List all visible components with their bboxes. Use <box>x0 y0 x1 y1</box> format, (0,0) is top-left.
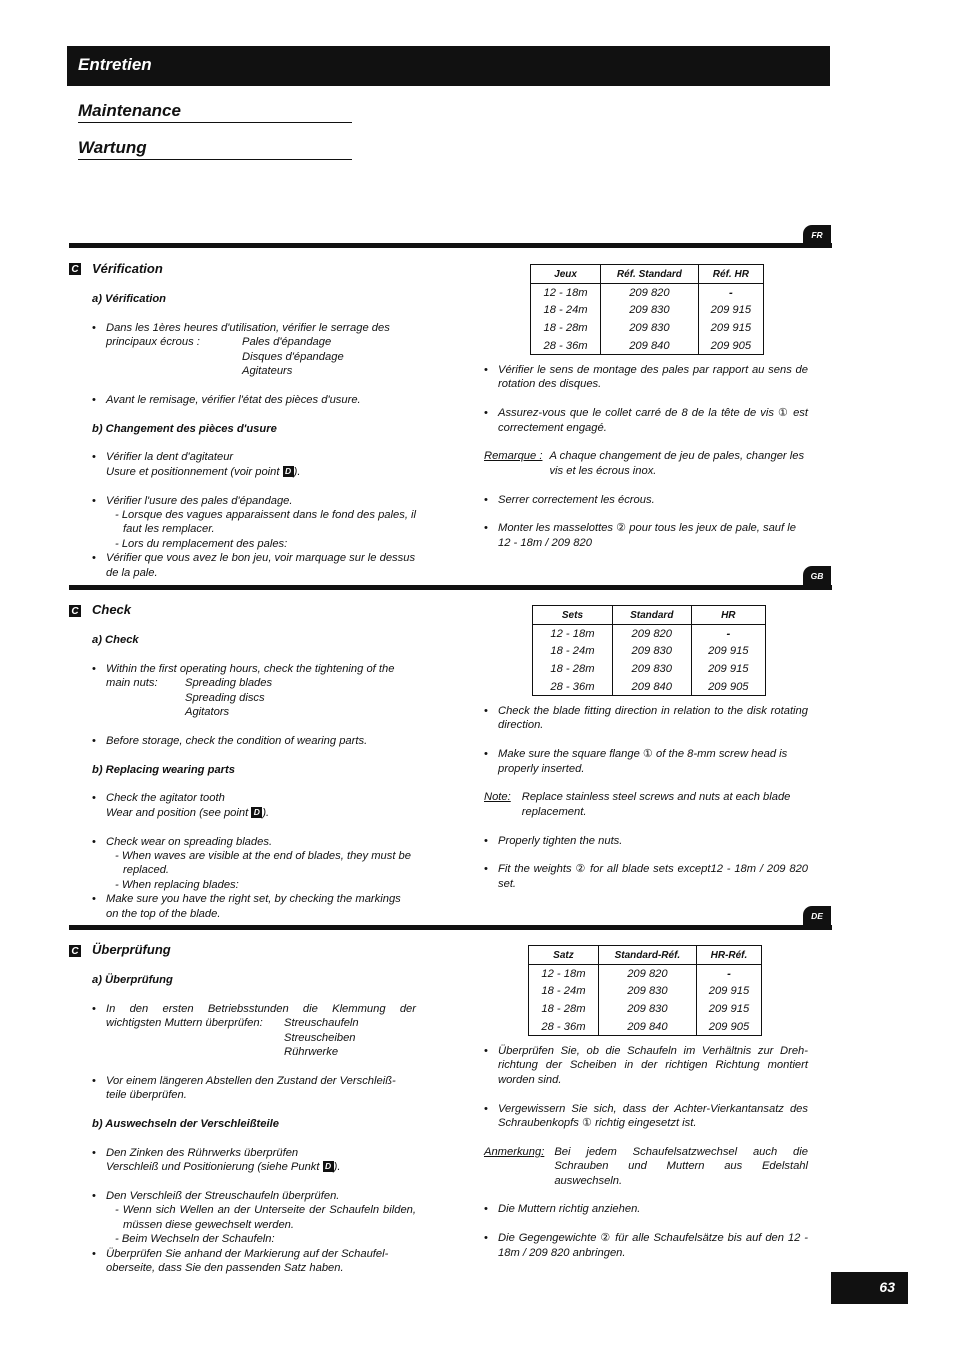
list-item: • Überprüfen Sie, ob die Schaufeln im Verhältnis zur Dreh-richtung der Scheiben in der richtigen Richtung montiert worden sind. <box>484 1044 808 1087</box>
subheading-b: b) Changement des pièces d'usure <box>92 422 277 435</box>
table-cell: 209 915 <box>691 643 765 661</box>
table-row <box>529 965 762 983</box>
section-rule-fr <box>69 243 832 248</box>
table-header: Standard-Réf. <box>598 946 696 965</box>
list-item-text: ). <box>333 1161 341 1174</box>
table-header: HR <box>691 606 765 625</box>
circled-two-icon: ② <box>616 522 627 535</box>
left-column-gb <box>92 633 416 921</box>
right-column-fr <box>484 363 808 550</box>
right-column-gb <box>484 704 808 891</box>
note <box>484 1145 808 1188</box>
list-subitem: Agitateurs <box>242 365 293 378</box>
list-subitem: Spreading discs <box>185 691 265 704</box>
table-cell: 209 830 <box>598 1000 696 1018</box>
list-subitem: Streuschaufeln <box>284 1017 359 1030</box>
table-cell: 12 - 18m <box>531 284 601 302</box>
list-item-text: • In den ersten Betriebsstunden die Klemmung der <box>106 1002 416 1015</box>
list-item-text: Usure et positionnement (voir point <box>106 465 280 478</box>
list-item-text: Within the first operating hours, check the tightening of the <box>106 662 395 675</box>
table-row <box>529 1000 762 1018</box>
table-row <box>529 983 762 1001</box>
list-item-text: Assurez-vous que le collet carré de 8 de la tête de vis <box>498 407 774 420</box>
table-header-row <box>533 606 766 625</box>
c-marker: C <box>69 263 81 275</box>
d-marker-icon: D <box>323 1161 334 1172</box>
list-subitem: Spreading blades <box>185 677 273 690</box>
subheading-a: a) Vérification <box>92 293 166 305</box>
note <box>484 449 808 478</box>
list-item-text: Monter les masselottes <box>498 522 614 535</box>
list-subitem: - Beim Wechseln der Schaufeln: <box>115 1233 275 1246</box>
list-subitem: Agitators <box>185 706 230 719</box>
table-cell: - <box>691 625 765 643</box>
circled-one-icon: ① <box>581 1117 592 1130</box>
list-subitem: - When waves are visible at the end of blades, they must be replaced. <box>115 850 412 877</box>
d-marker-icon: D <box>283 466 294 477</box>
subheading-a: a) Überprüfung <box>92 974 173 986</box>
list-subitem: Pales d'épandage <box>242 336 332 349</box>
list-item-text: pour tous les jeux de pale, sauf le 12 - 18m / 209 820 <box>498 522 796 549</box>
table-cell: 209 905 <box>696 1018 761 1036</box>
note-label: Note: <box>484 791 511 804</box>
table-cell: 18 - 28m <box>533 660 613 678</box>
list-item: • Die Muttern richtig anziehen. <box>484 1202 808 1216</box>
note-label: Remarque : <box>484 450 543 463</box>
list-item <box>92 1189 416 1247</box>
table-cell: 18 - 28m <box>531 319 601 337</box>
table-header: HR-Réf. <box>696 946 761 965</box>
list-item: • Vor einem längeren Abstellen den Zustand der Verschleiß-teile überprüfen. <box>92 1074 416 1103</box>
list-item: • Serrer correctement les écrous. <box>484 493 808 507</box>
list-item-text: Verschleiß und Positionierung (siehe Punkt <box>106 1161 320 1174</box>
list-item-text: est correctement engagé. <box>498 407 809 434</box>
list-item <box>92 494 416 552</box>
table-cell: 209 820 <box>598 965 696 983</box>
circled-two-icon: ② <box>600 1232 612 1245</box>
table-cell: 209 840 <box>612 678 691 696</box>
table-row <box>533 643 766 661</box>
list-item-text: Den Zinken des Rührwerks überprüfen <box>106 1146 299 1159</box>
table-cell: - <box>698 284 763 302</box>
list-item <box>92 1002 416 1060</box>
reference-table-gb <box>532 605 766 696</box>
table-header: Réf. Standard <box>601 265 699 284</box>
table-cell: 209 840 <box>598 1018 696 1036</box>
section-rule-de <box>69 925 832 930</box>
list-item-text: Dans les 1ères heures d'utilisation, vérifier le serrage des <box>106 321 390 334</box>
list-item-text: for all blade sets except12 - 18m / 209 820 set. <box>498 863 809 890</box>
list-item-text: of the 8-mm screw head is properly inserted. <box>498 748 788 775</box>
table-cell: 209 915 <box>698 319 763 337</box>
left-column-fr <box>92 292 416 580</box>
table-cell: 209 915 <box>691 660 765 678</box>
list-item-text: main nuts: <box>106 677 158 690</box>
table-header-row <box>529 946 762 965</box>
d-marker-icon: D <box>251 807 262 818</box>
list-item-text: Check the agitator tooth <box>106 792 225 805</box>
table-cell: 209 915 <box>696 983 761 1001</box>
lang-tab-gb: GB <box>803 566 831 586</box>
list-item-text: für alle Schaufelsätze bis auf den 12 - 18m / 209 820 anbringen. <box>498 1232 809 1259</box>
lang-tab-fr: FR <box>803 225 831 245</box>
subtitle-maintenance: Maintenance <box>78 101 352 123</box>
list-item-text: Vérifier la dent d'agitateur <box>106 451 234 464</box>
table-cell: 18 - 24m <box>529 983 599 1001</box>
table-row <box>533 660 766 678</box>
list-subitem: - Lors du remplacement des pales: <box>115 537 288 550</box>
table-row <box>533 625 766 643</box>
section-title-fr: Vérification <box>92 261 163 276</box>
list-item: • Überprüfen Sie anhand der Markierung auf der Schaufel-oberseite, dass Sie den passenden Satz haben. <box>92 1247 416 1276</box>
table-cell: 209 915 <box>696 1000 761 1018</box>
list-item-text: Vérifier l'usure des pales d'épandage. <box>106 494 293 507</box>
subheading-b: b) Replacing wearing parts <box>92 763 235 776</box>
table-cell: 12 - 18m <box>533 625 613 643</box>
list-item <box>92 450 416 479</box>
table-row <box>531 319 764 337</box>
page-number: 63 <box>879 1279 895 1295</box>
subheading-a: a) Check <box>92 634 139 646</box>
table-cell: 209 820 <box>601 284 699 302</box>
table-cell: 209 915 <box>698 302 763 320</box>
table-cell: 209 905 <box>698 337 763 355</box>
section-rule-gb <box>69 585 832 590</box>
list-item: • Check the blade fitting direction in relation to the disk rotating direction. <box>484 704 808 733</box>
list-subitem: Streuscheiben <box>284 1031 356 1044</box>
table-cell: 209 830 <box>612 643 691 661</box>
list-item-text: Fit the weights <box>498 863 572 876</box>
table-row <box>529 1018 762 1036</box>
table-row <box>531 302 764 320</box>
header-bar <box>67 46 830 86</box>
list-item-text: Den Verschleiß der Streuschaufeln überprüfen. <box>106 1190 340 1203</box>
left-column-de <box>92 973 416 1275</box>
note-text: Replace stainless steel screws and nuts at each blade replacement. <box>521 791 791 818</box>
table-cell: 18 - 24m <box>533 643 613 661</box>
table-header: Réf. HR <box>698 265 763 284</box>
note-text: A chaque changement de jeu de pales, changer les vis et les écrous inox. <box>549 450 805 477</box>
c-marker: C <box>69 945 81 957</box>
list-item: • Vérifier que vous avez le bon jeu, voir marquage sur le dessus de la pale. <box>92 551 416 580</box>
list-item <box>484 406 808 435</box>
list-item-text: principaux écrous : <box>106 336 200 349</box>
note-text: Bei jedem Schaufelsatzwechsel auch die Schrauben und Muttern aus Edelstahl auswechseln. <box>554 1145 808 1187</box>
table-row <box>533 678 766 696</box>
page-title: Entretien <box>78 55 152 74</box>
table-cell: 18 - 24m <box>531 302 601 320</box>
table-header: Standard <box>612 606 691 625</box>
list-item <box>484 747 808 776</box>
list-item-text: wichtigsten Muttern überprüfen: <box>106 1017 263 1030</box>
list-subitem: - When replacing blades: <box>115 878 239 891</box>
list-item <box>92 835 416 893</box>
list-item <box>92 791 416 820</box>
list-subitem: Rührwerke <box>284 1046 339 1059</box>
table-cell: 28 - 36m <box>529 1018 599 1036</box>
table-cell: 28 - 36m <box>533 678 613 696</box>
table-cell: 209 830 <box>598 983 696 1001</box>
list-item: • Avant le remisage, vérifier l'état des pièces d'usure. <box>92 393 416 407</box>
c-marker: C <box>69 605 81 617</box>
list-item-text: ). <box>293 465 301 478</box>
list-item <box>92 662 416 720</box>
list-item <box>484 1102 808 1131</box>
list-item <box>484 1231 808 1260</box>
table-cell: 209 830 <box>601 302 699 320</box>
table-cell: 209 840 <box>601 337 699 355</box>
reference-table-de <box>528 945 762 1036</box>
table-cell: 209 905 <box>691 678 765 696</box>
table-row <box>531 284 764 302</box>
page-number-box <box>831 1272 908 1304</box>
circled-one-icon: ① <box>642 748 653 761</box>
table-cell: 18 - 28m <box>529 1000 599 1018</box>
table-header-row <box>531 265 764 284</box>
list-item-text: richtig eingesetzt ist. <box>595 1117 697 1130</box>
reference-table-fr <box>530 264 764 355</box>
list-item <box>92 321 416 379</box>
list-item-text: ). <box>262 806 270 819</box>
note-label: Anmerkung: <box>484 1145 545 1158</box>
subtitle-wartung: Wartung <box>78 138 352 160</box>
section-title-gb: Check <box>92 602 132 617</box>
list-item-text: Wear and position (see point <box>106 806 249 819</box>
table-cell: 28 - 36m <box>531 337 601 355</box>
section-title-de: Überprüfung <box>92 942 171 957</box>
list-item <box>484 521 808 550</box>
list-item <box>92 1146 416 1175</box>
list-item-text: Vergewissern Sie sich, dass der Achter-Vierkantansatz des Schraubenkopfs <box>498 1102 808 1130</box>
list-subitem: Disques d'épandage <box>242 350 344 363</box>
list-item-text: Die Gegengewichte <box>498 1232 597 1245</box>
list-item: • Before storage, check the condition of wearing parts. <box>92 734 416 748</box>
list-item-text: Check wear on spreading blades. <box>106 835 273 848</box>
list-item <box>484 862 808 891</box>
table-cell: 209 830 <box>612 660 691 678</box>
list-item-text: Make sure the square flange <box>498 748 640 761</box>
table-header: Jeux <box>531 265 601 284</box>
table-cell: - <box>696 965 761 983</box>
table-cell: 209 820 <box>612 625 691 643</box>
list-item: • Make sure you have the right set, by checking the markings on the top of the blade. <box>92 892 416 921</box>
circled-one-icon: ① <box>778 407 790 420</box>
right-column-de <box>484 1044 808 1260</box>
subheading-b: b) Auswechseln der Verschleißteile <box>92 1118 279 1131</box>
table-header: Sets <box>533 606 613 625</box>
list-subitem: - Lorsque des vagues apparaissent dans le fond des pales, il faut les remplacer. <box>115 509 417 536</box>
lang-tab-de: DE <box>803 906 831 926</box>
table-cell: 12 - 18m <box>529 965 599 983</box>
table-row <box>531 337 764 355</box>
list-item: • Vérifier le sens de montage des pales par rapport au sens de rotation des disques. <box>484 363 808 392</box>
note <box>484 790 808 819</box>
table-header: Satz <box>529 946 599 965</box>
list-item: • Properly tighten the nuts. <box>484 834 808 848</box>
list-subitem: - Wenn sich Wellen an der Unterseite der Schaufeln bilden, müssen diese gewechselt werden. <box>115 1204 416 1231</box>
table-cell: 209 830 <box>601 319 699 337</box>
circled-two-icon: ② <box>575 863 587 876</box>
